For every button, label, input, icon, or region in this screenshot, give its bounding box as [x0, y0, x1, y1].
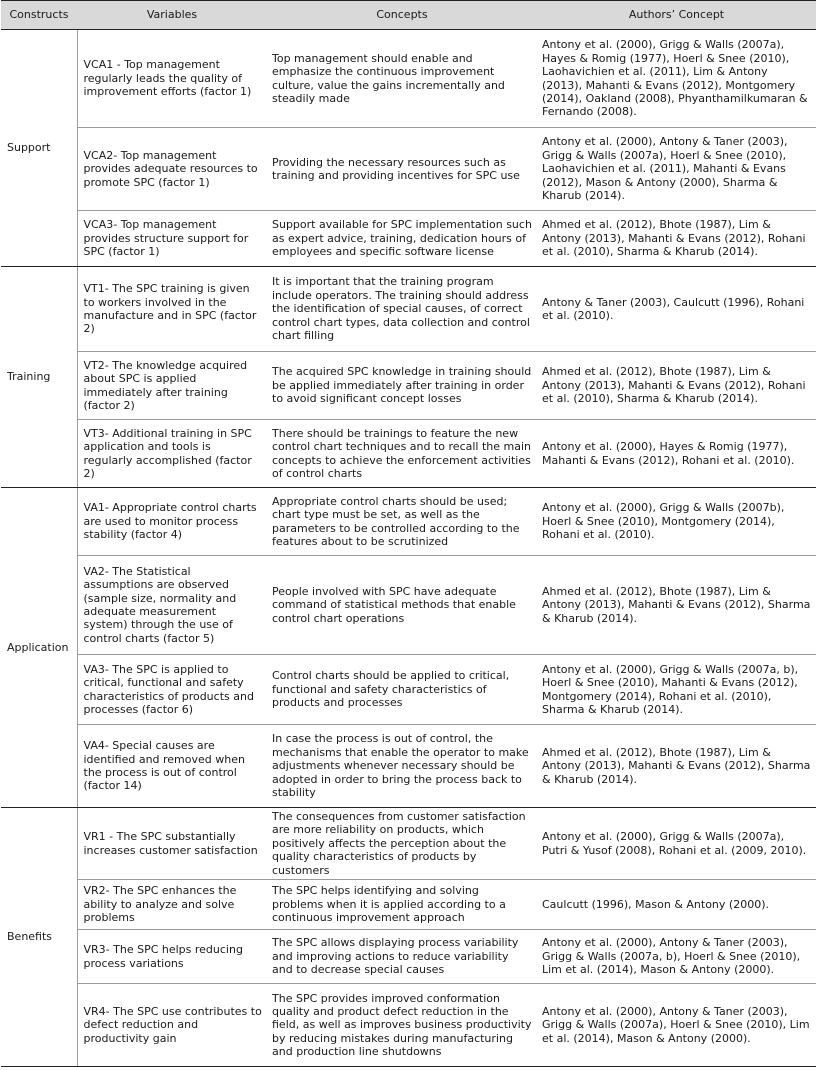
- header-constructs: Constructs: [1, 1, 77, 30]
- authors-cell: Antony et al. (2000), Hayes & Romig (1977), Mahanti & Evans (2012), Rohani et al. (2010).: [537, 420, 816, 488]
- table-row: [1, 420, 816, 488]
- authors-cell: Antony et al. (2000), Antony & Taner (2003), Grigg & Walls (2007a), Hoerl & Snee (2010), Laohavichien et al. (2011), Mahanti & Evans (2012), Mason & Antony (2000), Sharma & Kharub (2014).: [537, 128, 816, 211]
- concept-cell: The SPC helps identifying and solving problems when it is applied according to a continuous improvement approach: [267, 880, 537, 930]
- concept-cell: There should be trainings to feature the new control chart techniques and to recall the main concepts to achieve the enforcement activities of control charts: [267, 420, 537, 488]
- construct-training: Training: [1, 267, 77, 488]
- concept-cell: The consequences from customer satisfaction are more reliability on products, which positively affects the perception about the quality characteristics of products by customers: [267, 808, 537, 880]
- variable-cell: VR3- The SPC helps reducing process variations: [77, 930, 267, 984]
- concept-cell: It is important that the training program include operators. The training should address the identification of special causes, of correct control chart types, data collection and control chart filling: [267, 267, 537, 352]
- concept-cell: The acquired SPC knowledge in training should be applied immediately after training in order to avoid significant concept losses: [267, 352, 537, 420]
- variable-cell: VR2- The SPC enhances the ability to analyze and solve problems: [77, 880, 267, 930]
- concept-cell: Appropriate control charts should be used; chart type must be set, as well as the parameters to be controlled according to the features about to be scrutinized: [267, 488, 537, 556]
- concept-cell: Providing the necessary resources such as training and providing incentives for SPC use: [267, 128, 537, 211]
- header-variables: Variables: [77, 1, 267, 30]
- authors-cell: Ahmed et al. (2012), Bhote (1987), Lim & Antony (2013), Mahanti & Evans (2012), Sharma & Kharub (2014).: [537, 725, 816, 808]
- table-row: [1, 211, 816, 267]
- table-row: [1, 984, 816, 1067]
- authors-cell: Antony et al. (2000), Antony & Taner (2003), Grigg & Walls (2007a, b), Hoerl & Snee (2010), Lim et al. (2014), Mason & Antony (2000).: [537, 930, 816, 984]
- construct-benefits: Benefits: [1, 808, 77, 1067]
- authors-cell: Caulcutt (1996), Mason & Antony (2000).: [537, 880, 816, 930]
- header-row: [1, 1, 816, 30]
- authors-cell: Antony & Taner (2003), Caulcutt (1996), Rohani et al. (2010).: [537, 267, 816, 352]
- authors-cell: Antony et al. (2000), Grigg & Walls (2007a), Putri & Yusof (2008), Rohani et al. (2009, 2010).: [537, 808, 816, 880]
- construct-application: Application: [1, 488, 77, 808]
- table-row: [1, 556, 816, 655]
- table-row: [1, 725, 816, 808]
- variable-cell: VA1- Appropriate control charts are used to monitor process stability (factor 4): [77, 488, 267, 556]
- variable-cell: VCA3- Top management provides structure support for SPC (factor 1): [77, 211, 267, 267]
- concept-cell: The SPC allows displaying process variability and improving actions to reduce variability and to decrease special causes: [267, 930, 537, 984]
- variable-cell: VT1- The SPC training is given to workers involved in the manufacture and in SPC (factor 2): [77, 267, 267, 352]
- authors-cell: Antony et al. (2000), Grigg & Walls (2007b), Hoerl & Snee (2010), Montgomery (2014), Rohani et al. (2010).: [537, 488, 816, 556]
- authors-cell: Ahmed et al. (2012), Bhote (1987), Lim & Antony (2013), Mahanti & Evans (2012), Rohani et al. (2010), Sharma & Kharub (2014).: [537, 352, 816, 420]
- variable-cell: VA2- The Statistical assumptions are observed (sample size, normality and adequate measurement system) through the use of control charts (factor 5): [77, 556, 267, 655]
- variable-cell: VA4- Special causes are identified and removed when the process is out of control (factor 14): [77, 725, 267, 808]
- table-row: [1, 30, 816, 128]
- variable-cell: VCA2- Top management provides adequate resources to promote SPC (factor 1): [77, 128, 267, 211]
- table-row: [1, 128, 816, 211]
- variable-cell: VT2- The knowledge acquired about SPC is applied immediately after training (factor 2): [77, 352, 267, 420]
- authors-cell: Ahmed et al. (2012), Bhote (1987), Lim & Antony (2013), Mahanti & Evans (2012), Sharma & Kharub (2014).: [537, 556, 816, 655]
- concept-cell: The SPC provides improved conformation quality and product defect reduction in the field, as well as improves business productivity by reducing mistakes during manufacturing and production line shutdowns: [267, 984, 537, 1067]
- variable-cell: VA3- The SPC is applied to critical, functional and safety characteristics of products and processes (factor 6): [77, 655, 267, 725]
- concept-cell: Top management should enable and emphasize the continuous improvement culture, value the gains incrementally and steadily made: [267, 30, 537, 128]
- concept-cell: People involved with SPC have adequate command of statistical methods that enable control chart operations: [267, 556, 537, 655]
- variable-cell: VR1 - The SPC substantially increases customer satisfaction: [77, 808, 267, 880]
- authors-cell: Antony et al. (2000), Grigg & Walls (2007a), Hayes & Romig (1977), Hoerl & Snee (2010), Laohavichien et al. (2011), Lim & Antony (2013), Mahanti & Evans (2012), Montgomery (2014), Oakland (2008), Phyanthamilkumaran & Fernando (2008).: [537, 30, 816, 128]
- table-row: [1, 808, 816, 880]
- table-row: [1, 880, 816, 930]
- table-row: [1, 352, 816, 420]
- construct-support: Support: [1, 30, 77, 267]
- authors-cell: Antony et al. (2000), Antony & Taner (2003), Grigg & Walls (2007a), Hoerl & Snee (2010), Lim et al. (2014), Mason & Antony (2000).: [537, 984, 816, 1067]
- authors-cell: Antony et al. (2000), Grigg & Walls (2007a, b), Hoerl & Snee (2010), Mahanti & Evans (2012), Montgomery (2014), Rohani et al. (2010), Sharma & Kharub (2014).: [537, 655, 816, 725]
- table-row: [1, 655, 816, 725]
- table-row: [1, 267, 816, 352]
- table-row: [1, 930, 816, 984]
- concept-cell: Control charts should be applied to critical, functional and safety characteristics of products and processes: [267, 655, 537, 725]
- spc-constructs-table: [1, 0, 816, 1067]
- concept-cell: In case the process is out of control, the mechanisms that enable the operator to make adjustments whenever necessary should be adopted in order to bring the process back to stability: [267, 725, 537, 808]
- variable-cell: VT3- Additional training in SPC application and tools is regularly accomplished (factor 2): [77, 420, 267, 488]
- concept-cell: Support available for SPC implementation such as expert advice, training, dedication hours of employees and specific software license: [267, 211, 537, 267]
- header-concepts: Concepts: [267, 1, 537, 30]
- variable-cell: VCA1 - Top management regularly leads the quality of improvement efforts (factor 1): [77, 30, 267, 128]
- header-authors-concept: Authors’ Concept: [537, 1, 816, 30]
- table-row: [1, 488, 816, 556]
- authors-cell: Ahmed et al. (2012), Bhote (1987), Lim & Antony (2013), Mahanti & Evans (2012), Rohani et al. (2010), Sharma & Kharub (2014).: [537, 211, 816, 267]
- variable-cell: VR4- The SPC use contributes to defect reduction and productivity gain: [77, 984, 267, 1067]
